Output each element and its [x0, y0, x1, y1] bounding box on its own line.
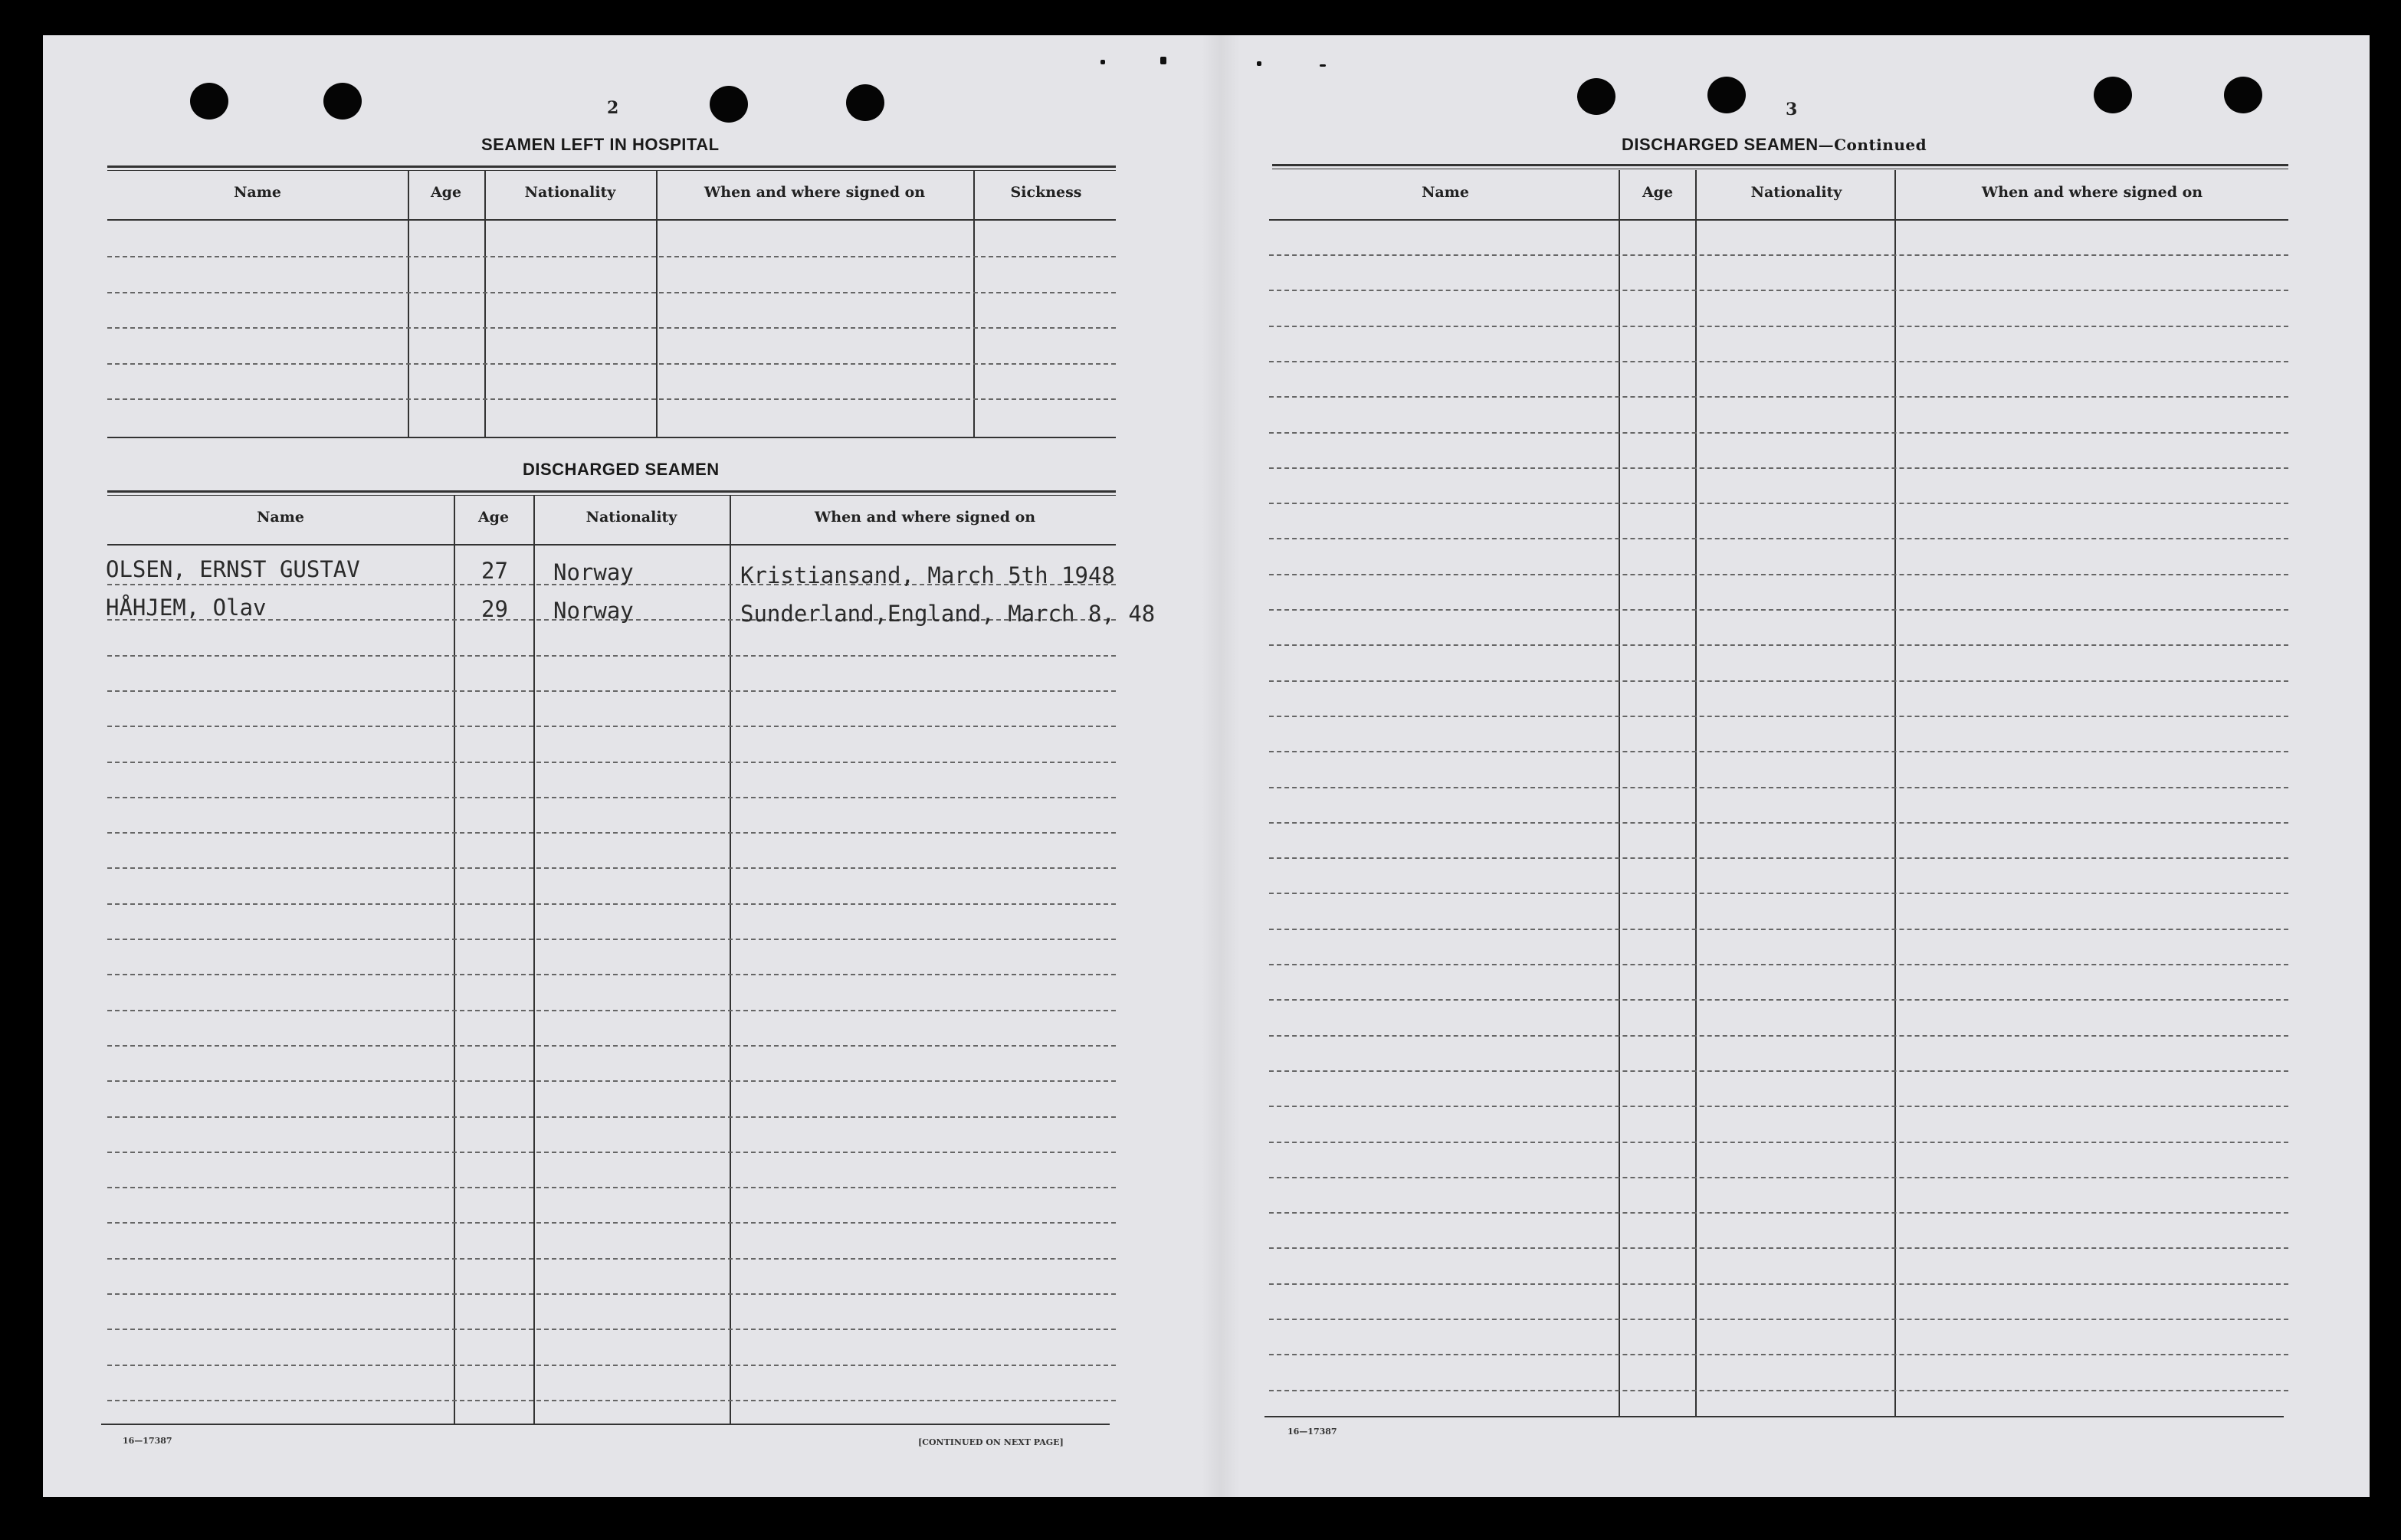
ruled-line [1269, 538, 2288, 539]
scan-mark [1100, 60, 1105, 64]
ruled-line [1269, 254, 2288, 256]
seaman-name: HÅHJEM, Olav [106, 595, 267, 621]
col-divider [1619, 170, 1620, 1417]
scan-mark [1160, 57, 1166, 64]
ruled-line [1269, 1319, 2288, 1320]
col-header-nationality: Nationality [524, 184, 616, 201]
ruled-line [107, 726, 1116, 727]
punch-hole [323, 83, 362, 120]
form-number: 16—17387 [123, 1436, 172, 1446]
ruled-line [1269, 503, 2288, 504]
ruled-line [107, 292, 1116, 293]
ruled-line [107, 1045, 1116, 1047]
col-divider [484, 170, 486, 437]
ruled-line [1269, 432, 2288, 434]
scan-mark [1257, 61, 1261, 66]
ruled-line [107, 327, 1116, 329]
ruled-line [107, 690, 1116, 692]
ruled-line [107, 903, 1116, 905]
ruled-line [107, 797, 1116, 798]
ruled-line [1269, 822, 2288, 824]
ruled-line [107, 398, 1116, 400]
col-divider [656, 170, 658, 437]
discharged-continued-title [1622, 135, 1927, 155]
ruled-line [1269, 1283, 2288, 1285]
col-divider [730, 495, 731, 1424]
table-bottom-rule [101, 1424, 1110, 1425]
ruled-line [107, 1293, 1116, 1295]
col-header-name: Name [1422, 184, 1469, 201]
ruled-line [1269, 1212, 2288, 1214]
col-header-signed-on: When and where signed on [704, 184, 926, 201]
table-bottom-rule [1264, 1416, 2284, 1417]
seaman-nationality: Norway [553, 598, 634, 624]
punch-hole [710, 86, 748, 123]
section-rule [1272, 164, 2288, 169]
col-divider [533, 495, 535, 1424]
discharged-section-title: DISCHARGED SEAMEN [523, 460, 720, 479]
ruled-line [1269, 1070, 2288, 1072]
punch-hole [2094, 77, 2132, 113]
ruled-line [107, 1010, 1116, 1011]
ruled-line [1269, 999, 2288, 1001]
ruled-line [107, 1365, 1116, 1366]
ruled-line [107, 1187, 1116, 1188]
col-divider [408, 170, 409, 437]
seaman-age: 29 [481, 596, 508, 622]
seaman-signed-on: Sunderland,England, March 8, 48 [740, 601, 1156, 627]
punch-hole [1707, 77, 1746, 113]
col-divider [1695, 170, 1697, 1417]
ruled-line [1269, 396, 2288, 398]
col-header-age: Age [477, 509, 510, 526]
ruled-line [107, 867, 1116, 869]
ruled-line [1269, 361, 2288, 362]
ruled-line [1269, 929, 2288, 930]
ruled-line [107, 1116, 1116, 1118]
ruled-line [1269, 1390, 2288, 1391]
ruled-line [107, 256, 1116, 257]
section-title: DISCHARGED SEAMEN [1622, 135, 1819, 154]
ruled-line [1269, 1035, 2288, 1037]
ruled-line [1269, 1142, 2288, 1143]
ruled-line [1269, 964, 2288, 965]
ruled-line [1269, 644, 2288, 646]
section-bottom-rule [107, 437, 1116, 438]
col-header-signed-on: When and where signed on [1981, 184, 2203, 201]
col-divider [454, 495, 455, 1424]
header-underline [107, 219, 1116, 221]
punch-hole [846, 84, 884, 121]
col-header-nationality: Nationality [585, 509, 677, 526]
ruled-line [107, 939, 1116, 940]
page-number: 3 [1786, 100, 1798, 120]
ruled-line [1269, 1177, 2288, 1178]
form-number: 16—17387 [1287, 1427, 1337, 1437]
ruled-line [107, 1222, 1116, 1224]
header-underline [1269, 219, 2288, 221]
ruled-line [107, 974, 1116, 975]
ruled-line [107, 1080, 1116, 1082]
ruled-line [1269, 680, 2288, 682]
page-number: 2 [607, 98, 619, 118]
ruled-line [1269, 787, 2288, 788]
ruled-line [1269, 326, 2288, 327]
col-header-age: Age [1642, 184, 1674, 201]
section-rule [107, 165, 1116, 171]
ruled-line [1269, 290, 2288, 291]
ruled-line [107, 1329, 1116, 1330]
col-header-sickness: Sickness [1010, 184, 1082, 201]
punch-hole [190, 83, 228, 120]
col-header-signed-on: When and where signed on [814, 509, 1036, 526]
col-header-name: Name [234, 184, 281, 201]
ruled-line [107, 762, 1116, 763]
continued-note: [CONTINUED ON NEXT PAGE] [918, 1437, 1064, 1447]
seaman-signed-on: Kristiansand, March 5th 1948 [740, 562, 1115, 588]
col-header-age: Age [430, 184, 462, 201]
seaman-age: 27 [481, 558, 508, 584]
ruled-line [1269, 1106, 2288, 1107]
col-divider [973, 170, 975, 437]
ruled-line [107, 1152, 1116, 1153]
section-title-suffix: —Continued [1818, 136, 1927, 154]
header-underline [107, 544, 1116, 546]
ruled-line [1269, 716, 2288, 717]
ruled-line [1269, 1354, 2288, 1355]
ruled-line [107, 363, 1116, 365]
ruled-line [1269, 467, 2288, 469]
ruled-line [1269, 609, 2288, 611]
seaman-name: OLSEN, ERNST GUSTAV [106, 556, 360, 582]
ruled-line [1269, 751, 2288, 752]
ruled-line [1269, 857, 2288, 859]
ruled-line [1269, 1247, 2288, 1249]
page-fold [1202, 35, 1240, 1497]
scan-mark [1320, 64, 1326, 67]
ruled-line [107, 655, 1116, 657]
punch-hole [2224, 77, 2262, 113]
section-rule [107, 490, 1116, 496]
punch-hole [1577, 78, 1615, 115]
col-header-name: Name [257, 509, 304, 526]
seaman-nationality: Norway [553, 559, 634, 585]
ruled-line [1269, 893, 2288, 894]
col-divider [1894, 170, 1896, 1417]
hospital-section-title: SEAMEN LEFT IN HOSPITAL [481, 135, 720, 154]
col-header-nationality: Nationality [1750, 184, 1842, 201]
ruled-line [1269, 574, 2288, 575]
ruled-line [107, 1400, 1116, 1401]
ruled-line [107, 832, 1116, 834]
ruled-line [107, 1258, 1116, 1260]
